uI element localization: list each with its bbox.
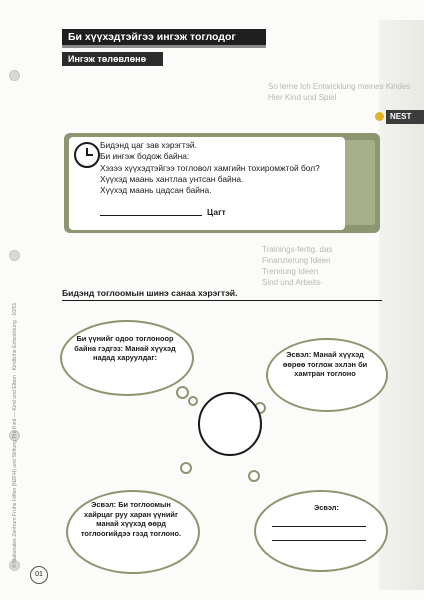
time-line: Хэзээ хүүхэдтэйгээ тогловол хамгийн тохиромжтой бол?: [100, 162, 320, 173]
page-margin-band: [379, 20, 424, 590]
faint-text: Trainings-fertig. das: [262, 245, 333, 254]
idea-text-top-right: Эсвэл: Манай хүүхэд өөрөө тоглож эхлэн би хамтран тоглоно: [282, 350, 368, 379]
time-label: Цагт: [207, 207, 226, 217]
publisher-note: © Nationales Zentrum Frühe Hilfen (NZFH) und Stiftung Pro Kind — Kind und Eltern · Kindliche Entwicklung · 10/01: [12, 302, 18, 568]
faint-text: Hier Kind und Spiel: [268, 93, 337, 102]
page-number: 01: [30, 566, 48, 584]
idea-text-bottom-left: Эсвэл: Би тоглоомын хайрцаг руу харан үүнийг манай хүүхэд өөрд тоглоогийдээ гэзд тоглоно.: [80, 500, 182, 538]
faint-text: Finanzierung Ideen: [262, 256, 331, 265]
clock-icon: [74, 142, 100, 168]
nest-badge: [386, 110, 424, 124]
thought-dot: [248, 470, 260, 482]
time-line: Хүүхэд маань цадсан байна.: [100, 185, 212, 196]
nest-label: NEST: [390, 112, 412, 121]
answer-line[interactable]: [272, 540, 366, 541]
thought-dot: [176, 386, 189, 399]
section-subtitle: Ингэж төлөвлөнө: [62, 52, 163, 66]
page-title: Би хүүхэдтэйгээ ингэж тоглодог: [62, 29, 266, 48]
time-line: Бидэнд цаг зав хэрэгтэй.: [100, 140, 197, 150]
time-line: Хүүхэд маань хантлаа унтсан байна.: [100, 173, 244, 184]
time-line: Би ингэж бодож байна:: [100, 151, 190, 162]
time-answer-line[interactable]: [100, 215, 202, 216]
idea-text-bottom-right: Эсвэл:: [314, 503, 339, 512]
thought-dot: [180, 462, 192, 474]
faint-text: Sind und Arbeits-: [262, 278, 323, 287]
time-box-text: [100, 140, 320, 196]
ideas-heading: Бидэнд тоглоомын шинэ санаа хэрэгтэй.: [62, 288, 238, 298]
thought-dot: [188, 396, 198, 406]
nest-logo-icon: [375, 112, 384, 121]
idea-text-top-left: Би үүнийг одоо тоглоноор байна гэдгэз: Манай хүүхэд надад харуулдаг:: [74, 334, 176, 363]
faint-text: So lerne Ich Entwicklung meines Kindes: [268, 82, 411, 91]
ideas-divider: [62, 300, 382, 301]
faint-text: Trennung Ideen: [262, 267, 319, 276]
center-circle: [198, 392, 262, 456]
answer-line[interactable]: [272, 526, 366, 527]
